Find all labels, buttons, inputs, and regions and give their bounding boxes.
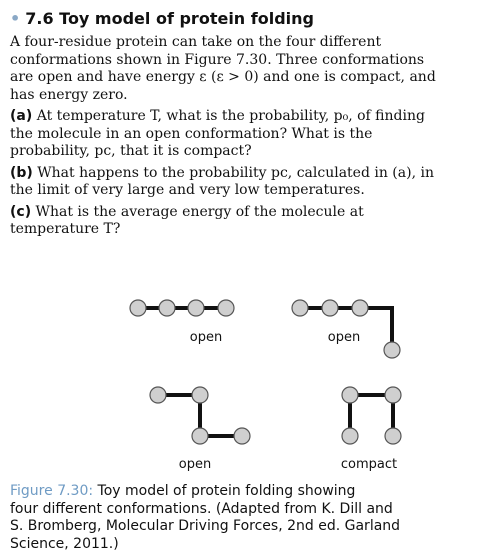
caption-line: S. Bromberg, Molecular Driving Forces, 2nd ed. Garland <box>10 518 401 534</box>
problem-section <box>10 8 472 243</box>
part-c-line: temperature T? <box>10 221 121 237</box>
label-compact: compact <box>340 457 398 472</box>
intro-line: has energy zero. <box>10 86 128 103</box>
intro-line: A four-residue protein can take on the four different <box>10 34 382 50</box>
residue-bead <box>192 428 208 444</box>
conformations-diagram <box>110 290 410 480</box>
part-b-line: What happens to the probability pc, calculated in (a), in <box>32 164 434 181</box>
caption-line: four different conformations. (Adapted from K. Dill and <box>10 500 393 517</box>
caption-label: Figure 7.30: <box>10 483 94 499</box>
part-c-line: What is the average energy of the molecule at <box>31 203 364 220</box>
part-a <box>10 108 472 161</box>
conformation-open-hook <box>292 300 400 358</box>
caption-line: Science, 2011.) <box>10 535 119 552</box>
residue-bead <box>385 428 401 444</box>
section-heading <box>10 8 472 30</box>
residue-bead <box>188 300 204 316</box>
residue-bead <box>218 300 234 316</box>
residue-bead <box>322 300 338 316</box>
part-b <box>10 165 472 200</box>
residue-bead <box>234 428 250 444</box>
residue-bead <box>130 300 146 316</box>
intro-paragraph <box>10 34 472 104</box>
residue-bead <box>352 300 368 316</box>
part-b-label: (b) <box>10 164 33 181</box>
residue-bead <box>342 428 358 444</box>
part-b-line: the limit of very large and very low temperatures. <box>10 182 365 198</box>
section-title: 7.6 Toy model of protein folding <box>25 9 314 28</box>
residue-bead <box>192 387 208 403</box>
intro-line: conformations shown in Figure 7.30. Three conformations <box>10 51 425 68</box>
residue-bead <box>159 300 175 316</box>
label-open-1: open <box>189 330 223 345</box>
part-c-label: (c) <box>10 203 32 220</box>
residue-bead <box>385 387 401 403</box>
conformations-figure <box>110 290 410 480</box>
residue-bead <box>384 342 400 358</box>
conformation-open-zigzag <box>150 387 250 472</box>
residue-bead <box>342 387 358 403</box>
part-a-line: probability, pc, that it is compact? <box>10 143 252 159</box>
caption-line: Toy model of protein folding showing <box>93 483 356 499</box>
bullet-icon: • <box>10 9 21 28</box>
residue-bead <box>292 300 308 316</box>
conformation-open-straight <box>130 300 234 345</box>
conformation-compact <box>341 387 401 472</box>
residue-bead <box>150 387 166 403</box>
intro-line: are open and have energy ε (ε > 0) and one is compact, and <box>10 69 436 85</box>
bond <box>350 395 393 436</box>
part-a-line: At temperature T, what is the probability, p₀, of finding <box>32 108 425 124</box>
label-open-2: open <box>327 330 361 345</box>
figure-caption <box>10 483 472 553</box>
label-open-3: open <box>178 457 212 472</box>
part-a-line: the molecule in an open conformation? What is the <box>10 125 373 142</box>
part-c <box>10 204 472 239</box>
part-a-label: (a) <box>10 108 33 124</box>
